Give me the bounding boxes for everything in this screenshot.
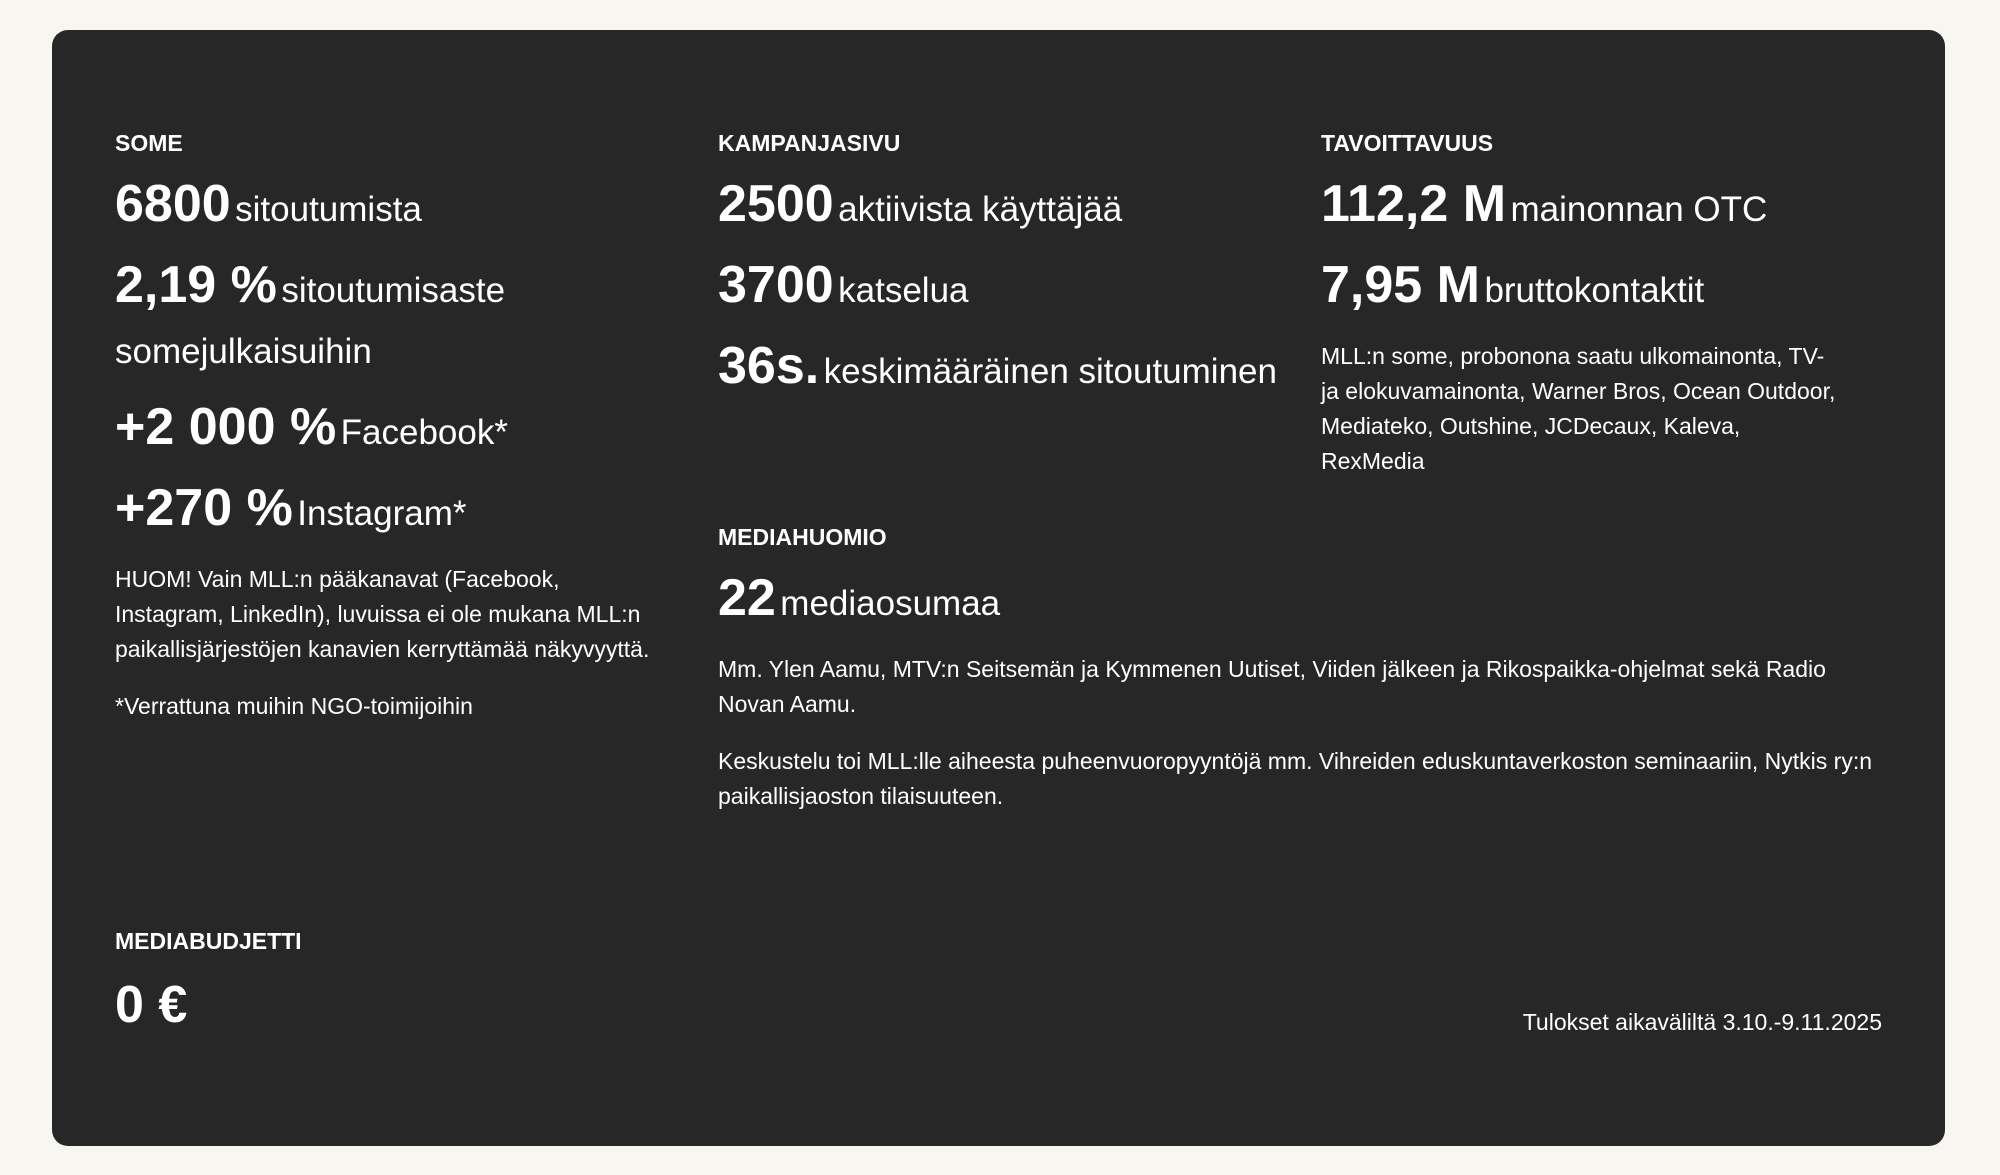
- media-attention-section: [718, 524, 1898, 814]
- stat-value: +270 %: [115, 479, 293, 537]
- reach-section: [1321, 130, 1841, 479]
- stat-label: sitoutumisaste somejulkaisuihin: [115, 271, 506, 371]
- stat-value: 6800: [115, 175, 231, 233]
- stat-value: +2 000 %: [115, 398, 337, 456]
- some-title: SOME: [115, 130, 183, 156]
- stat-avg-engagement: [718, 339, 1318, 406]
- media-budget-title: MEDIABUDJETTI: [115, 928, 302, 954]
- campaign-page-section: [718, 130, 1318, 420]
- reach-note: MLL:n some, probonona saatu ulkomainonta, TV- ja elokuvamainonta, Warner Bros, Ocean Outdoor, Mediateko, Outshine, JCDecaux, Kaleva, RexMedia: [1321, 343, 1836, 474]
- some-section: [115, 130, 655, 724]
- stat-label: Facebook*: [340, 413, 508, 452]
- stat-value: 112,2 M: [1321, 175, 1507, 233]
- reach-title: TAVOITTAVUUS: [1321, 130, 1494, 156]
- results-card: [52, 30, 1945, 1146]
- stat-media-hits: [718, 571, 1898, 638]
- stat-value: 3700: [718, 256, 834, 314]
- stat-label: bruttokontaktit: [1484, 271, 1705, 310]
- some-note: HUOM! Vain MLL:n pääkanavat (Facebook, Instagram, LinkedIn), luvuissa ei ole mukana MLL:n paikallisjärjestöjen kanavien kerryttämää näkyvyyttä.: [115, 566, 650, 662]
- stat-value: 2500: [718, 175, 834, 233]
- stat-value: 22: [718, 569, 776, 627]
- stat-views: [718, 258, 1318, 325]
- stat-active-users: [718, 177, 1318, 244]
- media-attention-note-2: Keskustelu toi MLL:lle aiheesta puheenvuoropyyntöjä mm. Vihreiden eduskuntaverkoston seminaariin, Nytkis ry:n paikallisjaoston tilaisuuteen.: [718, 748, 1873, 809]
- stat-gross-contacts: [1321, 258, 1841, 325]
- stat-label: katselua: [838, 271, 969, 310]
- media-attention-note: Mm. Ylen Aamu, MTV:n Seitsemän ja Kymmenen Uutiset, Viiden jälkeen ja Rikospaikka-ohjelmat sekä Radio Novan Aamu.: [718, 656, 1826, 717]
- stat-value: 36s.: [718, 337, 820, 395]
- stat-label: Instagram*: [297, 494, 467, 533]
- stat-engagements: [115, 177, 655, 244]
- stat-label: mainonnan OTC: [1510, 190, 1768, 229]
- stat-label: mediaosumaa: [780, 584, 1001, 623]
- stat-facebook: [115, 400, 655, 467]
- some-footnote: *Verrattuna muihin NGO-toimijoihin: [115, 693, 473, 719]
- stat-label: aktiivista käyttäjää: [838, 190, 1123, 229]
- stat-label: sitoutumista: [235, 190, 422, 229]
- media-attention-title: MEDIAHUOMIO: [718, 524, 887, 550]
- stat-otc: [1321, 177, 1841, 244]
- stat-engagement-rate: [115, 258, 655, 386]
- media-budget-value: 0 €: [115, 976, 188, 1034]
- stat-instagram: [115, 481, 655, 548]
- stat-label: keskimääräinen sitoutuminen: [823, 352, 1277, 391]
- campaign-page-title: KAMPANJASIVU: [718, 130, 901, 156]
- results-period: Tulokset aikaväliltä 3.10.-9.11.2025: [1522, 1009, 1882, 1035]
- stat-value: 7,95 M: [1321, 256, 1480, 314]
- stat-value: 2,19 %: [115, 256, 277, 314]
- media-budget-section: [115, 928, 615, 1035]
